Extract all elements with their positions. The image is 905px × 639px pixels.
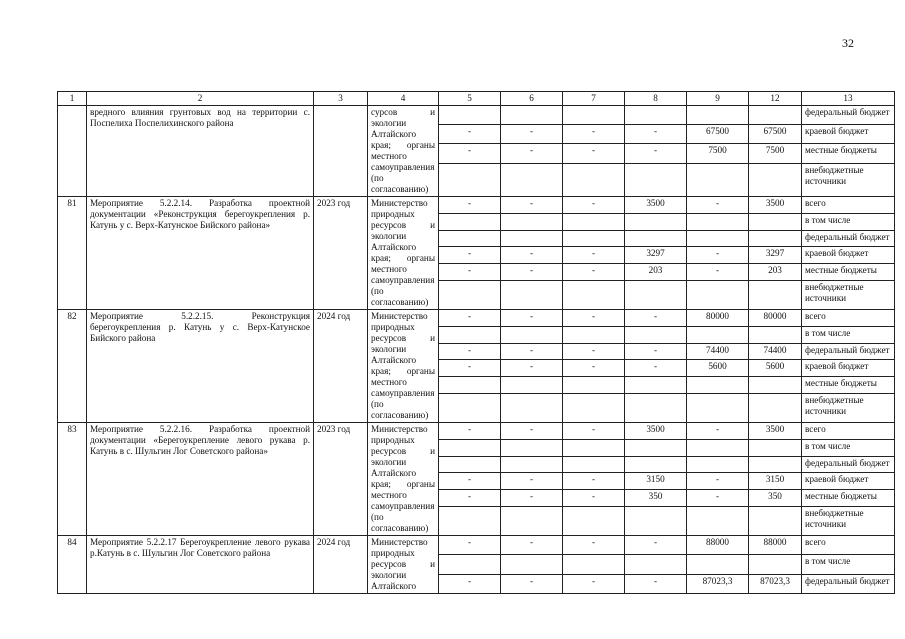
- value-cell-c6: [501, 393, 563, 422]
- value-cell-c8: -: [625, 536, 687, 555]
- value-cell-c9: [687, 163, 749, 196]
- value-cell-c6: [501, 506, 563, 535]
- value-cell-c6: -: [501, 536, 563, 555]
- value-cell-c7: [563, 439, 625, 456]
- entry-description: вредного влияния грунтовых вод на территории с. Поспелиха Поспелихинского района: [87, 106, 314, 197]
- value-cell-c12: [749, 326, 802, 343]
- value-cell-c5: -: [439, 423, 501, 440]
- value-cell-c12: [749, 393, 802, 422]
- value-cell-c7: -: [563, 343, 625, 360]
- header-cell: 7: [563, 92, 625, 106]
- entry-organization: Министерство природных ресурсов и экологии Алтайского края; органы местного самоуправления (по согласованию): [368, 310, 439, 423]
- entry-description: Мероприятие 5.2.2.15. Реконструкция берегоукрепления р. Катунь у с. Верх-Катунское Бийского района: [87, 310, 314, 423]
- value-cell-c12: [749, 213, 802, 230]
- entry-number: 81: [58, 197, 87, 310]
- funding-source: всего: [802, 310, 895, 327]
- value-cell-c5: -: [439, 574, 501, 593]
- funding-source: федеральный бюджет: [802, 574, 895, 593]
- value-cell-c8: -: [625, 343, 687, 360]
- value-cell-c12: 74400: [749, 343, 802, 360]
- value-cell-c5: -: [439, 490, 501, 507]
- value-cell-c7: -: [563, 197, 625, 214]
- value-cell-c7: [563, 326, 625, 343]
- value-cell-c7: [563, 230, 625, 247]
- value-cell-c9: [687, 280, 749, 309]
- funding-source: местные бюджеты: [802, 144, 895, 163]
- funding-source: местные бюджеты: [802, 490, 895, 507]
- value-cell-c5: [439, 280, 501, 309]
- value-cell-c7: -: [563, 247, 625, 264]
- entry-organization: Министерство природных ресурсов и экологии Алтайского края; органы местного самоуправления (по согласованию): [368, 197, 439, 310]
- entry-number: 83: [58, 423, 87, 536]
- value-cell-c9: -: [687, 264, 749, 281]
- value-cell-c6: -: [501, 247, 563, 264]
- value-cell-c12: [749, 456, 802, 473]
- table-row: [58, 536, 895, 555]
- value-cell-c8: [625, 230, 687, 247]
- value-cell-c6: [501, 163, 563, 196]
- value-cell-c12: [749, 439, 802, 456]
- header-cell: 13: [802, 92, 895, 106]
- entry-description: Мероприятие 5.2.2.14. Разработка проектной документации «Реконструкция берегоукрепления р. Катунь у с. Верх-Катунское Бийского района»: [87, 197, 314, 310]
- value-cell-c6: -: [501, 423, 563, 440]
- header-cell: 6: [501, 92, 563, 106]
- value-cell-c9: [687, 106, 749, 125]
- value-cell-c6: [501, 439, 563, 456]
- value-cell-c9: [687, 555, 749, 574]
- value-cell-c12: 80000: [749, 310, 802, 327]
- value-cell-c12: [749, 163, 802, 196]
- value-cell-c7: -: [563, 423, 625, 440]
- value-cell-c9: 5600: [687, 360, 749, 377]
- value-cell-c6: -: [501, 197, 563, 214]
- value-cell-c9: 88000: [687, 536, 749, 555]
- value-cell-c7: -: [563, 473, 625, 490]
- entry-year: [314, 106, 368, 197]
- funding-source: краевой бюджет: [802, 247, 895, 264]
- value-cell-c6: [501, 280, 563, 309]
- value-cell-c5: [439, 230, 501, 247]
- value-cell-c12: 88000: [749, 536, 802, 555]
- value-cell-c8: 203: [625, 264, 687, 281]
- header-cell: 8: [625, 92, 687, 106]
- value-cell-c6: -: [501, 360, 563, 377]
- funding-source: федеральный бюджет: [802, 343, 895, 360]
- value-cell-c6: [501, 213, 563, 230]
- value-cell-c12: [749, 230, 802, 247]
- value-cell-c5: [439, 456, 501, 473]
- value-cell-c6: -: [501, 310, 563, 327]
- value-cell-c9: [687, 326, 749, 343]
- value-cell-c7: [563, 163, 625, 196]
- value-cell-c8: 3150: [625, 473, 687, 490]
- value-cell-c7: [563, 555, 625, 574]
- value-cell-c8: [625, 377, 687, 394]
- value-cell-c7: -: [563, 574, 625, 593]
- value-cell-c8: [625, 213, 687, 230]
- table-row: [58, 310, 895, 327]
- value-cell-c5: -: [439, 144, 501, 163]
- funding-source: внебюджетные источники: [802, 393, 895, 422]
- value-cell-c8: 3500: [625, 423, 687, 440]
- header-cell: 9: [687, 92, 749, 106]
- value-cell-c5: [439, 106, 501, 125]
- value-cell-c12: 203: [749, 264, 802, 281]
- value-cell-c8: [625, 439, 687, 456]
- page-number: 32: [842, 36, 854, 50]
- value-cell-c9: 7500: [687, 144, 749, 163]
- value-cell-c12: 87023,3: [749, 574, 802, 593]
- value-cell-c5: [439, 377, 501, 394]
- value-cell-c9: 87023,3: [687, 574, 749, 593]
- value-cell-c12: 67500: [749, 125, 802, 144]
- value-cell-c6: [501, 106, 563, 125]
- value-cell-c12: [749, 106, 802, 125]
- value-cell-c9: [687, 213, 749, 230]
- funding-source: внебюджетные источники: [802, 280, 895, 309]
- funding-source: в том числе: [802, 213, 895, 230]
- value-cell-c7: [563, 506, 625, 535]
- value-cell-c7: -: [563, 264, 625, 281]
- entry-year: 2024 год: [314, 310, 368, 423]
- funding-source: в том числе: [802, 326, 895, 343]
- value-cell-c5: [439, 439, 501, 456]
- value-cell-c8: [625, 106, 687, 125]
- value-cell-c7: -: [563, 310, 625, 327]
- value-cell-c9: [687, 393, 749, 422]
- value-cell-c6: [501, 326, 563, 343]
- funding-source: федеральный бюджет: [802, 106, 895, 125]
- header-cell: 2: [87, 92, 314, 106]
- value-cell-c6: -: [501, 473, 563, 490]
- value-cell-c6: [501, 555, 563, 574]
- value-cell-c8: -: [625, 144, 687, 163]
- value-cell-c9: -: [687, 423, 749, 440]
- value-cell-c12: 5600: [749, 360, 802, 377]
- funding-source: внебюджетные источники: [802, 506, 895, 535]
- value-cell-c7: -: [563, 144, 625, 163]
- value-cell-c8: 3500: [625, 197, 687, 214]
- value-cell-c5: [439, 555, 501, 574]
- table-row: [58, 106, 895, 125]
- value-cell-c5: [439, 393, 501, 422]
- value-cell-c8: [625, 555, 687, 574]
- value-cell-c5: -: [439, 343, 501, 360]
- funding-source: краевой бюджет: [802, 473, 895, 490]
- value-cell-c8: -: [625, 574, 687, 593]
- value-cell-c5: -: [439, 360, 501, 377]
- value-cell-c5: -: [439, 264, 501, 281]
- value-cell-c7: -: [563, 536, 625, 555]
- value-cell-c6: -: [501, 264, 563, 281]
- funding-source: краевой бюджет: [802, 125, 895, 144]
- value-cell-c8: [625, 163, 687, 196]
- header-cell: 4: [368, 92, 439, 106]
- value-cell-c7: [563, 456, 625, 473]
- entry-description: Мероприятие 5.2.2.17 Берегоукрепление левого рукава р.Катунь в с. Шульгин Лог Советского района: [87, 536, 314, 594]
- header-cell: 12: [749, 92, 802, 106]
- value-cell-c12: [749, 280, 802, 309]
- value-cell-c8: 3297: [625, 247, 687, 264]
- entry-organization: сурсов и экологии Алтайского края; органы местного самоуправления (по согласованию): [368, 106, 439, 197]
- value-cell-c5: -: [439, 247, 501, 264]
- entry-number: [58, 106, 87, 197]
- budget-table: [57, 91, 895, 594]
- value-cell-c12: 3500: [749, 423, 802, 440]
- entry-organization: Министерство природных ресурсов и экологии Алтайского края; органы местного самоуправления (по согласованию): [368, 423, 439, 536]
- value-cell-c7: -: [563, 360, 625, 377]
- value-cell-c8: [625, 506, 687, 535]
- funding-source: всего: [802, 423, 895, 440]
- entry-description: Мероприятие 5.2.2.16. Разработка проектной документации «Берегоукрепление левого рукава р. Катунь в с. Шульгин Лог Советского района»: [87, 423, 314, 536]
- value-cell-c8: -: [625, 360, 687, 377]
- entry-organization: Министерство природных ресурсов и экологии Алтайского: [368, 536, 439, 594]
- value-cell-c9: -: [687, 197, 749, 214]
- value-cell-c12: [749, 555, 802, 574]
- value-cell-c8: [625, 326, 687, 343]
- value-cell-c5: -: [439, 310, 501, 327]
- value-cell-c7: [563, 393, 625, 422]
- value-cell-c7: [563, 213, 625, 230]
- value-cell-c8: 350: [625, 490, 687, 507]
- entry-year: 2023 год: [314, 197, 368, 310]
- value-cell-c8: -: [625, 310, 687, 327]
- value-cell-c12: [749, 506, 802, 535]
- value-cell-c5: [439, 163, 501, 196]
- value-cell-c9: [687, 230, 749, 247]
- entry-number: 84: [58, 536, 87, 594]
- value-cell-c6: -: [501, 125, 563, 144]
- funding-source: краевой бюджет: [802, 360, 895, 377]
- header-cell: 1: [58, 92, 87, 106]
- funding-source: внебюджетные источники: [802, 163, 895, 196]
- entry-number: 82: [58, 310, 87, 423]
- funding-source: федеральный бюджет: [802, 456, 895, 473]
- value-cell-c6: [501, 230, 563, 247]
- value-cell-c9: -: [687, 247, 749, 264]
- funding-source: всего: [802, 197, 895, 214]
- funding-source: всего: [802, 536, 895, 555]
- value-cell-c8: -: [625, 125, 687, 144]
- value-cell-c7: [563, 377, 625, 394]
- entry-year: 2024 год: [314, 536, 368, 594]
- funding-source: в том числе: [802, 555, 895, 574]
- value-cell-c6: [501, 377, 563, 394]
- value-cell-c9: [687, 506, 749, 535]
- value-cell-c12: [749, 377, 802, 394]
- value-cell-c7: [563, 280, 625, 309]
- value-cell-c8: [625, 393, 687, 422]
- value-cell-c7: [563, 106, 625, 125]
- value-cell-c9: -: [687, 490, 749, 507]
- value-cell-c12: 7500: [749, 144, 802, 163]
- value-cell-c5: -: [439, 473, 501, 490]
- header-cell: 3: [314, 92, 368, 106]
- value-cell-c9: -: [687, 473, 749, 490]
- value-cell-c9: [687, 439, 749, 456]
- value-cell-c12: 350: [749, 490, 802, 507]
- value-cell-c12: 3150: [749, 473, 802, 490]
- funding-source: федеральный бюджет: [802, 230, 895, 247]
- value-cell-c9: [687, 377, 749, 394]
- value-cell-c7: -: [563, 125, 625, 144]
- table-row: [58, 197, 895, 214]
- value-cell-c6: [501, 456, 563, 473]
- header-row: [58, 92, 895, 106]
- value-cell-c6: -: [501, 574, 563, 593]
- value-cell-c5: [439, 326, 501, 343]
- value-cell-c8: [625, 280, 687, 309]
- value-cell-c9: [687, 456, 749, 473]
- value-cell-c8: [625, 456, 687, 473]
- table-row: [58, 423, 895, 440]
- funding-source: в том числе: [802, 439, 895, 456]
- value-cell-c9: 74400: [687, 343, 749, 360]
- value-cell-c5: -: [439, 125, 501, 144]
- value-cell-c5: -: [439, 197, 501, 214]
- value-cell-c5: [439, 506, 501, 535]
- value-cell-c9: 67500: [687, 125, 749, 144]
- value-cell-c7: -: [563, 490, 625, 507]
- value-cell-c12: 3297: [749, 247, 802, 264]
- value-cell-c5: [439, 213, 501, 230]
- value-cell-c6: -: [501, 144, 563, 163]
- value-cell-c6: -: [501, 343, 563, 360]
- value-cell-c5: -: [439, 536, 501, 555]
- funding-source: местные бюджеты: [802, 377, 895, 394]
- value-cell-c12: 3500: [749, 197, 802, 214]
- header-cell: 5: [439, 92, 501, 106]
- entry-year: 2023 год: [314, 423, 368, 536]
- funding-source: местные бюджеты: [802, 264, 895, 281]
- value-cell-c9: 80000: [687, 310, 749, 327]
- value-cell-c6: -: [501, 490, 563, 507]
